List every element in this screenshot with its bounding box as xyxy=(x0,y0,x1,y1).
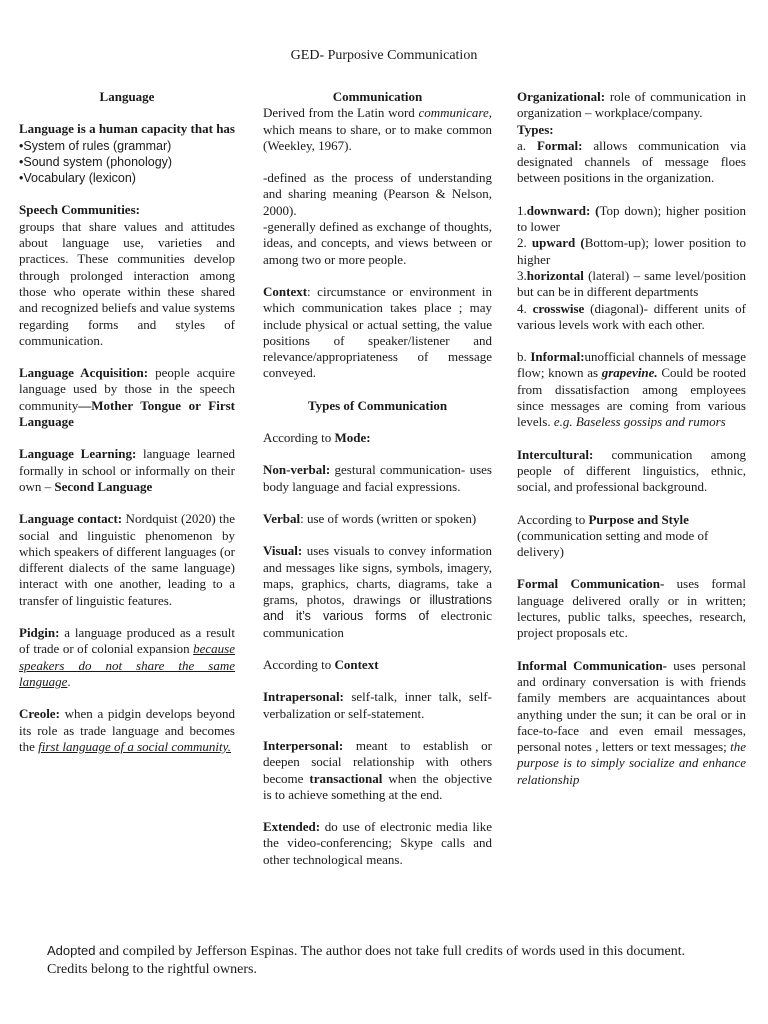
language-bullet: •System of rules (grammar) xyxy=(19,138,172,153)
according-to-mode: According to Mode: xyxy=(263,430,371,446)
section-heading-communication: Communication xyxy=(332,89,423,104)
column-communication xyxy=(263,89,492,868)
downward-item: 1.downward: (Top down); higher position to lower xyxy=(517,202,746,235)
section-heading-language: Language xyxy=(99,89,155,104)
organizational-definition: Organizational: role of communication in organization – workplace/company. xyxy=(517,89,746,121)
column-language xyxy=(19,89,235,755)
verbal-definition: Verbal: use of words (written or spoken) xyxy=(263,510,477,526)
language-bullet: •Sound system (phonology) xyxy=(19,154,173,169)
types-label: Types: xyxy=(517,121,554,137)
formal-communication-definition: Formal Communication- uses formal language delivered orally or in written; lectures, public talks, speeches, research, project proposals etc. xyxy=(517,576,746,641)
according-to-purpose: According to Purpose and Style xyxy=(517,511,689,527)
informal-definition: b. Informal:unofficial channels of message flow; known as grapevine. Could be rooted from dissatisfaction among employees since messages are coming from various levels. e.g. Baseless gossips and rumors xyxy=(517,349,746,430)
nonverbal-definition: Non-verbal: gestural communication- uses body language and facial expressions. xyxy=(263,462,492,494)
informal-communication-definition: Informal Communication- uses personal and ordinary conversation is with friends family members are acquaintances about anything under the sun; it can be oral or in face-to-face and even email messages, personal notes , letters or text messages; the purpose is to simply socialize and enhance relationship xyxy=(517,657,746,787)
pidgin-definition: Pidgin: a language produced as a result of trade or of colonial expansion because speakers do not share the same language. xyxy=(19,625,235,689)
formal-definition: a. Formal: allows communication via designated channels of message floes between positions in the organization. xyxy=(517,137,746,186)
speech-communities-text: groups that share values and attitudes about language use, varieties and practices. These communities develop through prolonged interaction among those who operate within these shared and recognized beliefs and value systems regarding forms and styles of communication. xyxy=(19,218,235,348)
according-to-context: According to Context xyxy=(263,657,379,673)
creole-definition: Creole: when a pidgin develops beyond its role as trade language and becomes the first language of a social community. xyxy=(19,706,235,754)
interpersonal-definition: Interpersonal: meant to establish or deepen social relationship with others become transactional when the objective is to achieve something at the end. xyxy=(263,737,492,802)
intrapersonal-definition: Intrapersonal: self-talk, inner talk, self-verbalization or self-statement. xyxy=(263,689,492,721)
context-definition: Context: circumstance or environment in which communication takes place ; may include physical or actual setting, the value positions of speaker/listener and relevance/appropriateness of message conveyed. xyxy=(263,283,492,381)
language-bullet: •Vocabulary (lexicon) xyxy=(19,171,136,186)
column-organizational xyxy=(517,89,746,788)
extended-definition: Extended: do use of electronic media like the video-conferencing; Skype calls and other technological means. xyxy=(263,819,492,867)
types-heading: Types of Communication xyxy=(307,397,448,413)
communication-definition-1: -defined as the process of understanding and sharing meaning (Pearson & Nelson, 2000). xyxy=(263,170,492,218)
footer-credits: Adopted and compiled by Jefferson Espinas. The author does not take full credits of words used in this document. Credits belong to the rightful owners. xyxy=(47,943,686,977)
intercultural-definition: Intercultural: communication among people of different linguistics, ethnic, social, and professional background. xyxy=(517,446,746,495)
language-contact: Language contact: Nordquist (2020) the social and linguistic phenomenon by which speakers of different languages (or different dialects of the same language) interact with one another, leading to a transfer of linguistic features. xyxy=(19,511,235,608)
document-title: GED- Purposive Communication xyxy=(290,48,478,63)
crosswise-item: 4. crosswise (diagonal)- different units of various levels work with each other. xyxy=(517,300,746,332)
language-learning: Language Learning: language learned formally in school or informally on their own – Second Language xyxy=(19,446,235,494)
language-acquisition: Language Acquisition: people acquire language used by those in the speech community—Mother Tongue or First Language xyxy=(19,365,235,430)
communication-definition-2: -generally defined as exchange of thoughts, ideas, and concepts, and views between or among two or more people. xyxy=(263,219,492,267)
horizontal-item: 3.horizontal (lateral) – same level/position but can be in different departments xyxy=(517,267,746,300)
visual-definition: Visual: uses visuals to convey information and messages like signs, symbols, imagery, maps, graphics, charts, diagrams, take a grams, photos, drawings or illustrations and it’s various forms of electronic communication xyxy=(263,543,492,640)
upward-item: 2. upward (Bottom-up); lower position to higher xyxy=(517,235,746,267)
language-definition: Language is a human capacity that has xyxy=(19,121,235,137)
communication-etymology: Derived from the Latin word communicare, which means to share, or to make common (Weekley, 1967). xyxy=(263,105,492,153)
speech-communities-term: Speech Communities: xyxy=(19,202,140,218)
purpose-description: (communication setting and mode of delivery) xyxy=(517,527,709,560)
